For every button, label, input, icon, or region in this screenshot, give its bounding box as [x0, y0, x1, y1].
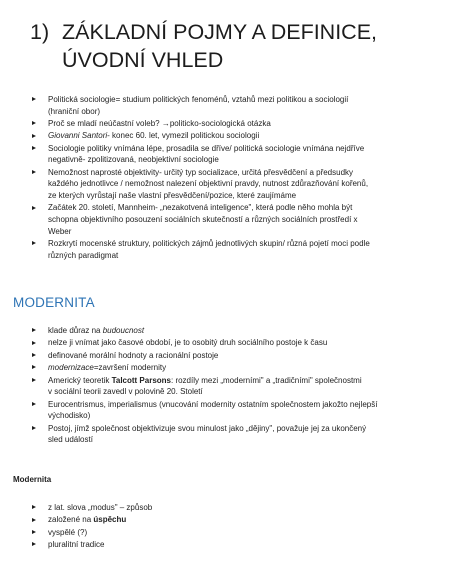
list-item: nelze ji vnímat jako časové období, je to osobitý druh sociálního postoje k času: [30, 337, 440, 349]
list-item: Giovanni Santori- konec 60. let, vymezil politickou sociologii: [30, 130, 440, 142]
bullet-icon: [32, 206, 36, 210]
list-item: modernizace=završení modernity: [30, 362, 440, 374]
list-item: klade důraz na budoucnost: [30, 325, 440, 337]
list-item: Eurocentrismus, imperialismus (vnucování modernity ostatním společnostem jakožto nejlepší východisko): [30, 399, 440, 422]
list-item: Začátek 20. století, Mannheim- „nezakotvená inteligence", která podle něho mohla být schopna objektivního posouzení sociálních skutečností a různých sociálních prostředí x Weber: [30, 202, 440, 237]
list-item: Sociologie politiky vnímána lépe, prosadila se dříve/ politická sociologie vnímána nejdříve negativně- zpolitizovaná, neobjektivní sociologie: [30, 143, 440, 166]
intro-list: [30, 94, 440, 261]
bullet-icon: [32, 505, 36, 509]
list-item: vyspělé (?): [30, 527, 440, 539]
bullet-icon: [32, 241, 36, 245]
bullet-icon: [32, 426, 36, 430]
heading-line-1: ZÁKLADNÍ POJMY A DEFINICE,: [62, 20, 378, 44]
bullet-icon: [32, 365, 36, 369]
list-item: definované morální hodnoty a racionální postoje: [30, 350, 440, 362]
bullet-icon: [32, 134, 36, 138]
modernita-detail-list: [30, 502, 440, 551]
bullet-icon: [32, 353, 36, 357]
list-item: Americký teoretik Talcott Parsons: rozdíly mezi „moderními" a „tradičními" společnostmi v sociální teorii zavedl v polovině 20. Století: [30, 375, 440, 398]
heading-line-2: ÚVODNÍ VHLED: [62, 48, 224, 72]
bullet-icon: [32, 97, 36, 101]
section-heading: MODERNITA: [13, 295, 95, 310]
bullet-icon: [32, 378, 36, 382]
list-item: založené na úspěchu: [30, 514, 440, 526]
bullet-icon: [32, 341, 36, 345]
subsection-heading: Modernita: [13, 475, 52, 484]
list-item: pluralitní tradice: [30, 539, 440, 551]
bullet-icon: [32, 530, 36, 534]
heading-number: 1): [30, 20, 50, 44]
list-item: Postoj, jímž společnost objektivizuje svou minulost jako „dějiny", považuje jej za ukončený sled událostí: [30, 423, 440, 446]
bullet-icon: [32, 146, 36, 150]
bullet-icon: [32, 328, 36, 332]
list-item: z lat. slova „modus" – způsob: [30, 502, 440, 514]
bullet-icon: [32, 170, 36, 174]
bullet-icon: [32, 518, 36, 522]
bullet-icon: [32, 542, 36, 546]
modernita-list: [30, 325, 440, 446]
list-item: Nemožnost naprosté objektivity- určitý typ socializace, určitá přesvědčení a předsudky každého jednotlivce / nemožnost nalezení objektivní pravdy, nutnost zdůrazňování kořenů, ze kterých vyrůstají naše vlastní přesvědčení/pozice, které zaujímáme: [30, 167, 440, 202]
bullet-icon: [32, 402, 36, 406]
list-item: Politická sociologie= studium politických fenoménů, vztahů mezi politikou a sociologií (hraniční obor): [30, 94, 440, 117]
bullet-icon: [32, 121, 36, 125]
list-item: Proč se mladí neúčastní voleb? →politicko-sociologická otázka: [30, 118, 440, 130]
list-item: Rozkrytí mocenské struktury, politických zájmů jednotlivých skupin/ různá pojetí moci podle různých paradigmat: [30, 238, 440, 261]
